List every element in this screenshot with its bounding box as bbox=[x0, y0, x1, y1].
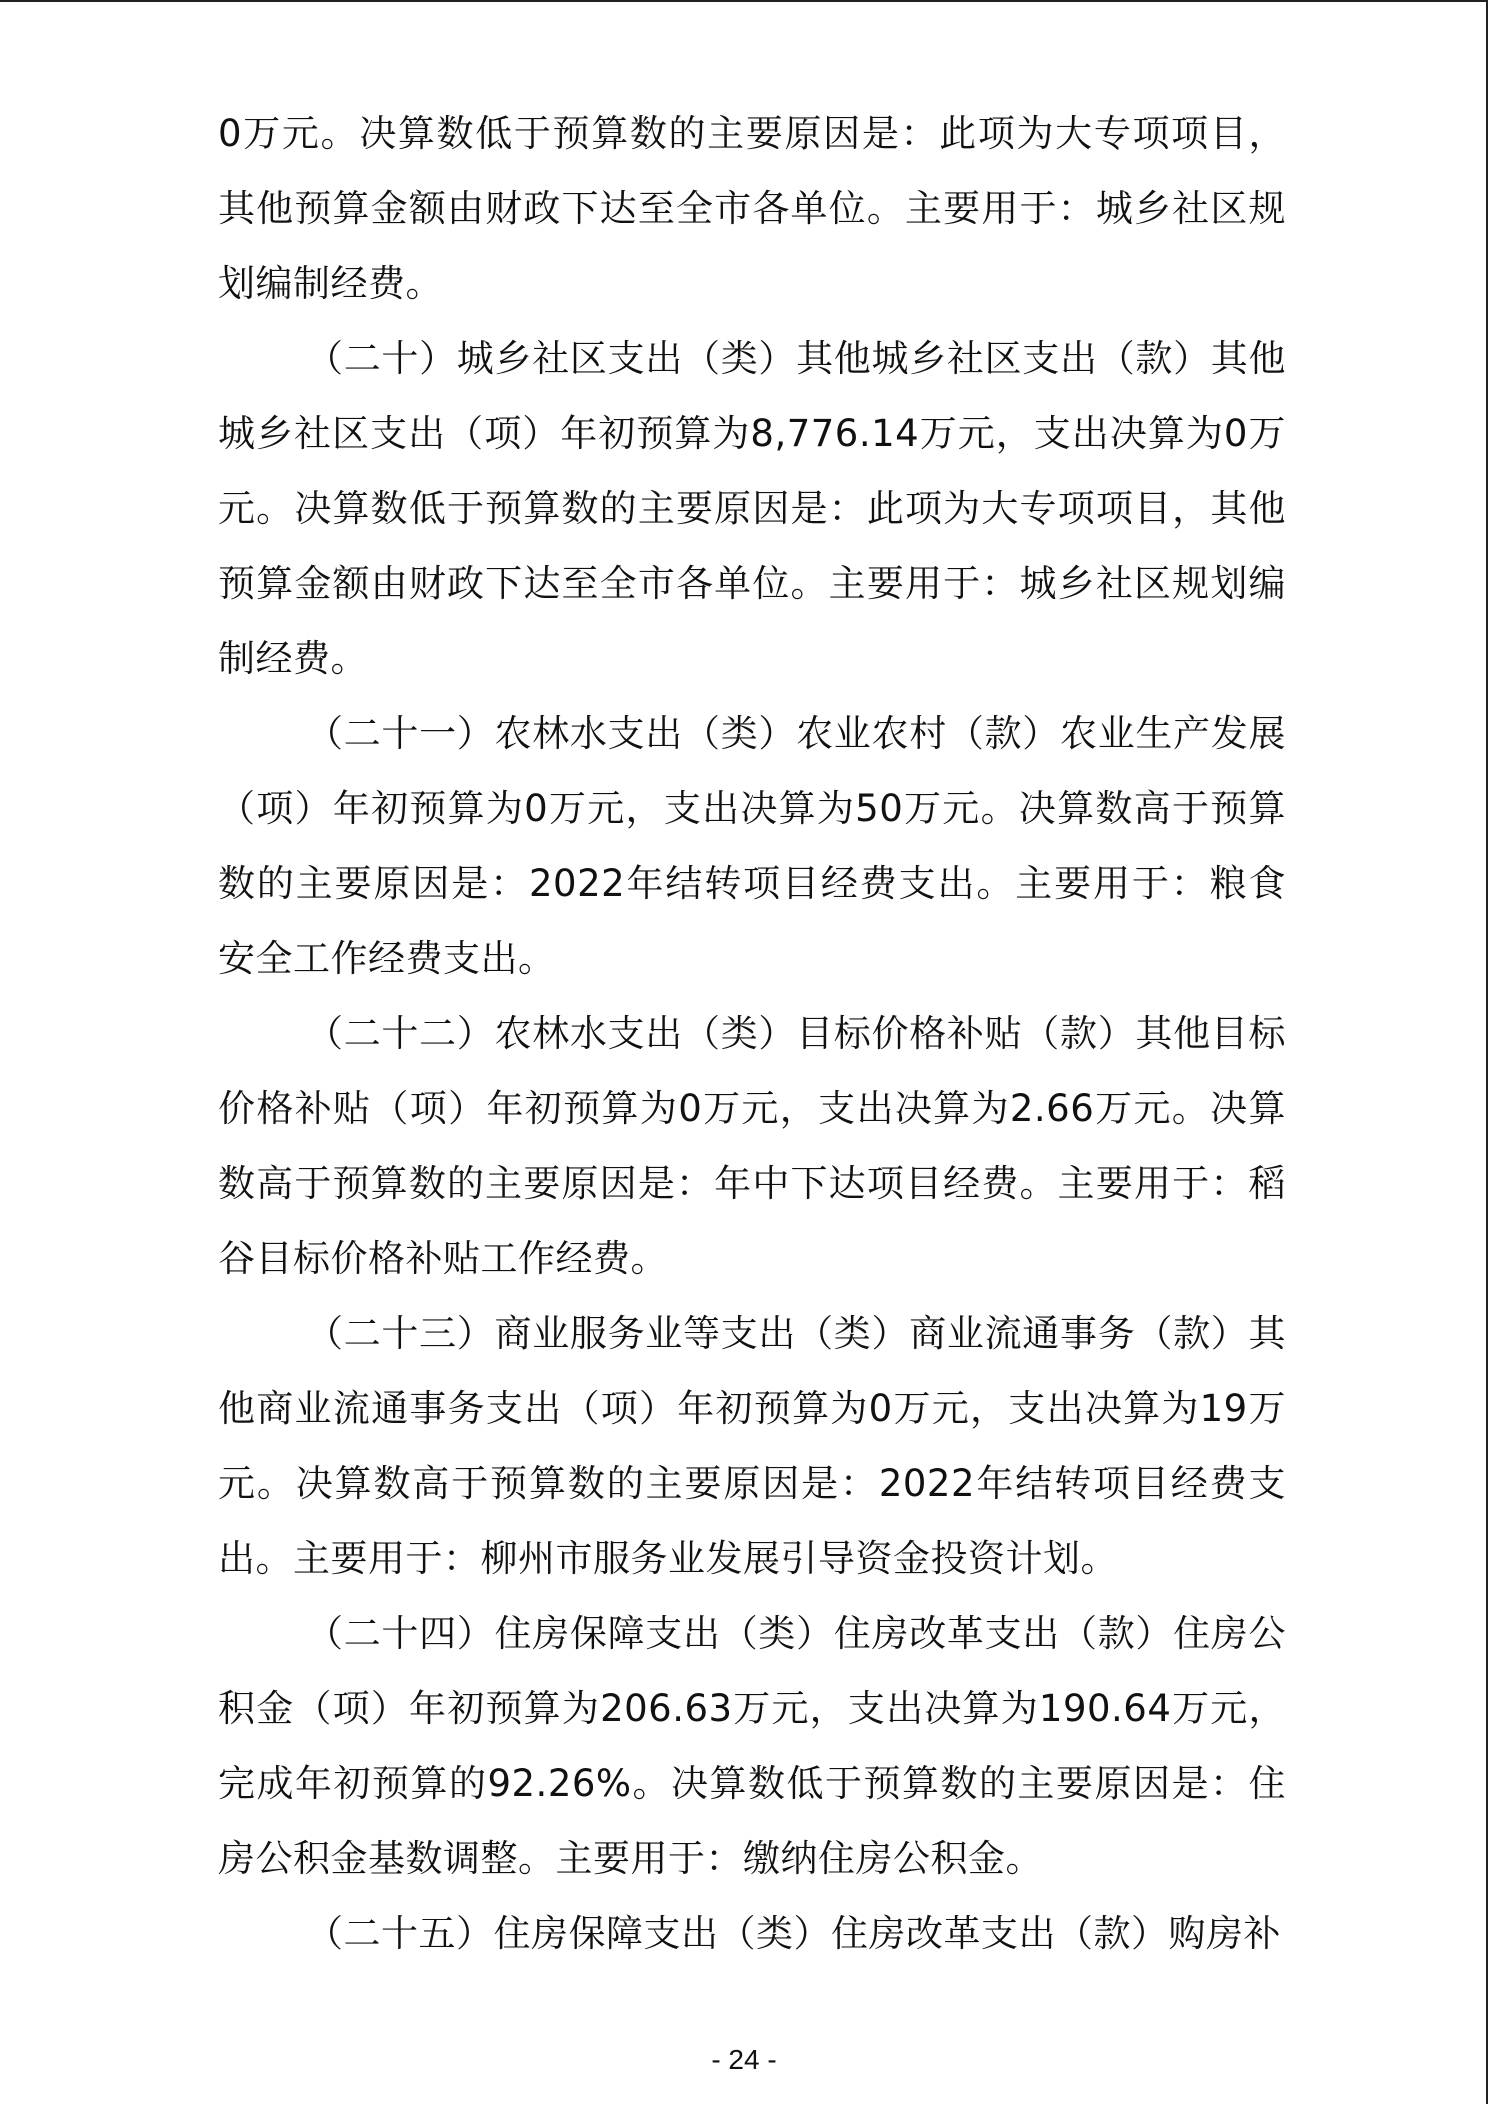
paragraph-item-25: （二十五）住房保障支出（类）住房改革支出（款）购房补 bbox=[306, 1912, 1281, 1955]
paragraph-item-20: （二十）城乡社区支出（类）其他城乡社区支出（款）其他城乡社区支出（项）年初预算为8,776.14万元，支出决算为0万元。决算数低于预算数的主要原因是：此项为大专项项目，其他预算金额由财政下达至全市各单位。主要用于：城乡社区规划编制经费。 bbox=[218, 337, 1286, 680]
paragraph-item-24: （二十四）住房保障支出（类）住房改革支出（款）住房公积金（项）年初预算为206.63万元，支出决算为190.64万元，完成年初预算的92.26%。决算数低于预算数的主要原因是：住房公积金基数调整。主要用于：缴纳住房公积金。 bbox=[218, 1612, 1286, 1880]
paragraph-item-23: （二十三）商业服务业等支出（类）商业流通事务（款）其他商业流通事务支出（项）年初预算为0万元，支出决算为19万元。决算数高于预算数的主要原因是：2022年结转项目经费支出。主要用于：柳州市服务业发展引导资金投资计划。 bbox=[218, 1312, 1286, 1580]
page-number: - 24 - bbox=[711, 2044, 777, 2075]
paragraph-item-22: （二十二）农林水支出（类）目标价格补贴（款）其他目标价格补贴（项）年初预算为0万元，支出决算为2.66万元。决算数高于预算数的主要原因是：年中下达项目经费。主要用于：稻谷目标价格补贴工作经费。 bbox=[218, 1012, 1286, 1280]
page-top-border bbox=[0, 0, 1488, 2]
document-body bbox=[218, 96, 1286, 1971]
paragraph-item-21: （二十一）农林水支出（类）农业农村（款）农业生产发展（项）年初预算为0万元，支出决算为50万元。决算数高于预算数的主要原因是：2022年结转项目经费支出。主要用于：粮食安全工作经费支出。 bbox=[218, 712, 1286, 980]
paragraph-continuation: 0万元。决算数低于预算数的主要原因是：此项为大专项项目，其他预算金额由财政下达至全市各单位。主要用于：城乡社区规划编制经费。 bbox=[218, 112, 1286, 305]
